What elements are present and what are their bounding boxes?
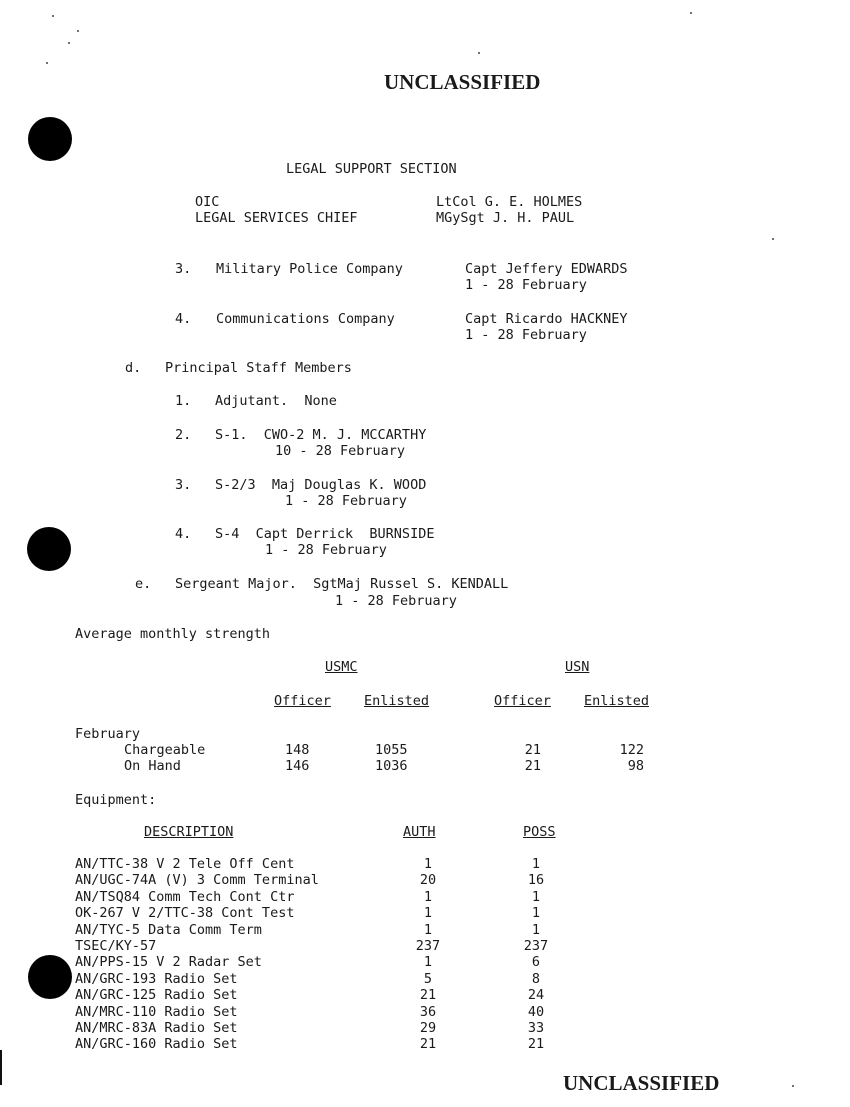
scan-speck (772, 238, 774, 240)
equipment-col-header: AUTH (403, 824, 436, 840)
legal-role: LEGAL SERVICES CHIEF (195, 210, 358, 226)
equipment-auth: 5 (423, 971, 433, 987)
strength-value: 1036 (375, 758, 408, 774)
scan-speck (68, 42, 70, 44)
equipment-description: AN/UGC-74A (V) 3 Comm Terminal (75, 872, 319, 888)
equipment-poss: 40 (527, 1004, 545, 1020)
equipment-poss: 1 (531, 856, 541, 872)
equipment-description: OK-267 V 2/TTC-38 Cont Test (75, 905, 295, 921)
scan-speck (690, 12, 692, 14)
company-number: 4. (175, 311, 192, 327)
equipment-poss: 1 (531, 922, 541, 938)
strength-group-usmc: USMC (325, 659, 358, 675)
equipment-col-header: POSS (523, 824, 556, 840)
sergeant-major-dates: 1 - 28 February (335, 593, 457, 609)
strength-value: 146 (285, 758, 310, 774)
staff-number: 3. (175, 477, 192, 493)
strength-value: 148 (285, 742, 310, 758)
classification-header: UNCLASSIFIED (384, 70, 541, 94)
equipment-poss: 1 (531, 905, 541, 921)
strength-col-header: Officer (274, 693, 331, 709)
scan-edge-mark (0, 1050, 2, 1085)
strength-heading: Average monthly strength (75, 626, 271, 642)
strength-month: February (75, 726, 141, 742)
equipment-poss: 1 (531, 889, 541, 905)
strength-row-label: On Hand (124, 758, 181, 774)
equipment-poss: 237 (523, 938, 549, 954)
legal-name: LtCol G. E. HOLMES (436, 194, 583, 210)
staff-entry: S-4 Capt Derrick BURNSIDE (215, 526, 435, 542)
equipment-description: AN/GRC-160 Radio Set (75, 1036, 238, 1052)
staff-entry: S-1. CWO-2 M. J. MCCARTHY (215, 427, 427, 443)
equipment-auth: 1 (423, 954, 433, 970)
equipment-poss: 24 (527, 987, 545, 1003)
strength-value: 21 (524, 758, 541, 774)
company-dates: 1 - 28 February (465, 327, 587, 343)
strength-group-usn: USN (565, 659, 590, 675)
staff-dates: 1 - 28 February (265, 542, 387, 558)
company-unit: Communications Company (216, 311, 395, 327)
sergeant-major-entry: Sergeant Major. SgtMaj Russel S. KENDALL (175, 576, 509, 592)
scan-speck (478, 52, 480, 54)
staff-number: 4. (175, 526, 192, 542)
equipment-poss: 16 (527, 872, 545, 888)
equipment-description: AN/GRC-125 Radio Set (75, 987, 238, 1003)
company-number: 3. (175, 261, 192, 277)
strength-value: 21 (524, 742, 541, 758)
equipment-col-header: DESCRIPTION (144, 824, 234, 840)
legal-name: MGySgt J. H. PAUL (436, 210, 575, 226)
company-commander: Capt Ricardo HACKNEY (465, 311, 628, 327)
equipment-auth: 1 (423, 905, 433, 921)
equipment-auth: 237 (415, 938, 441, 954)
equipment-poss: 8 (531, 971, 541, 987)
punch-hole (27, 527, 71, 571)
legal-role: OIC (195, 194, 220, 210)
staff-entry: S-2/3 Maj Douglas K. WOOD (215, 477, 427, 493)
equipment-description: AN/MRC-83A Radio Set (75, 1020, 238, 1036)
staff-number: 2. (175, 427, 192, 443)
equipment-poss: 6 (531, 954, 541, 970)
equipment-auth: 29 (419, 1020, 437, 1036)
equipment-description: AN/TYC-5 Data Comm Term (75, 922, 262, 938)
equipment-auth: 21 (419, 987, 437, 1003)
equipment-description: AN/TSQ84 Comm Tech Cont Ctr (75, 889, 295, 905)
list-letter: e. (135, 576, 152, 592)
equipment-heading: Equipment: (75, 792, 157, 808)
staff-dates: 1 - 28 February (285, 493, 407, 509)
principal-staff-heading: Principal Staff Members (165, 360, 352, 376)
strength-value: 98 (627, 758, 644, 774)
equipment-description: TSEC/KY-57 (75, 938, 157, 954)
staff-dates: 10 - 28 February (275, 443, 406, 459)
equipment-description: AN/MRC-110 Radio Set (75, 1004, 238, 1020)
scan-speck (792, 1085, 794, 1087)
strength-col-header: Officer (494, 693, 551, 709)
equipment-auth: 36 (419, 1004, 437, 1020)
company-unit: Military Police Company (216, 261, 403, 277)
strength-col-header: Enlisted (584, 693, 650, 709)
equipment-auth: 20 (419, 872, 437, 888)
equipment-poss: 21 (527, 1036, 545, 1052)
equipment-auth: 1 (423, 922, 433, 938)
punch-hole (28, 955, 72, 999)
strength-value: 1055 (375, 742, 408, 758)
scan-speck (52, 15, 54, 17)
equipment-description: AN/TTC-38 V 2 Tele Off Cent (75, 856, 295, 872)
punch-hole (28, 117, 72, 161)
staff-number: 1. (175, 393, 192, 409)
strength-row-label: Chargeable (124, 742, 206, 758)
equipment-description: AN/GRC-193 Radio Set (75, 971, 238, 987)
classification-footer: UNCLASSIFIED (563, 1071, 720, 1095)
equipment-description: AN/PPS-15 V 2 Radar Set (75, 954, 262, 970)
scan-speck (77, 30, 79, 32)
scan-speck (46, 62, 48, 64)
strength-col-header: Enlisted (364, 693, 430, 709)
section-title: LEGAL SUPPORT SECTION (286, 161, 457, 177)
strength-value: 122 (619, 742, 644, 758)
company-commander: Capt Jeffery EDWARDS (465, 261, 628, 277)
company-dates: 1 - 28 February (465, 277, 587, 293)
staff-entry: Adjutant. None (215, 393, 337, 409)
equipment-poss: 33 (527, 1020, 545, 1036)
equipment-auth: 21 (419, 1036, 437, 1052)
equipment-auth: 1 (423, 889, 433, 905)
list-letter: d. (125, 360, 142, 376)
equipment-auth: 1 (423, 856, 433, 872)
